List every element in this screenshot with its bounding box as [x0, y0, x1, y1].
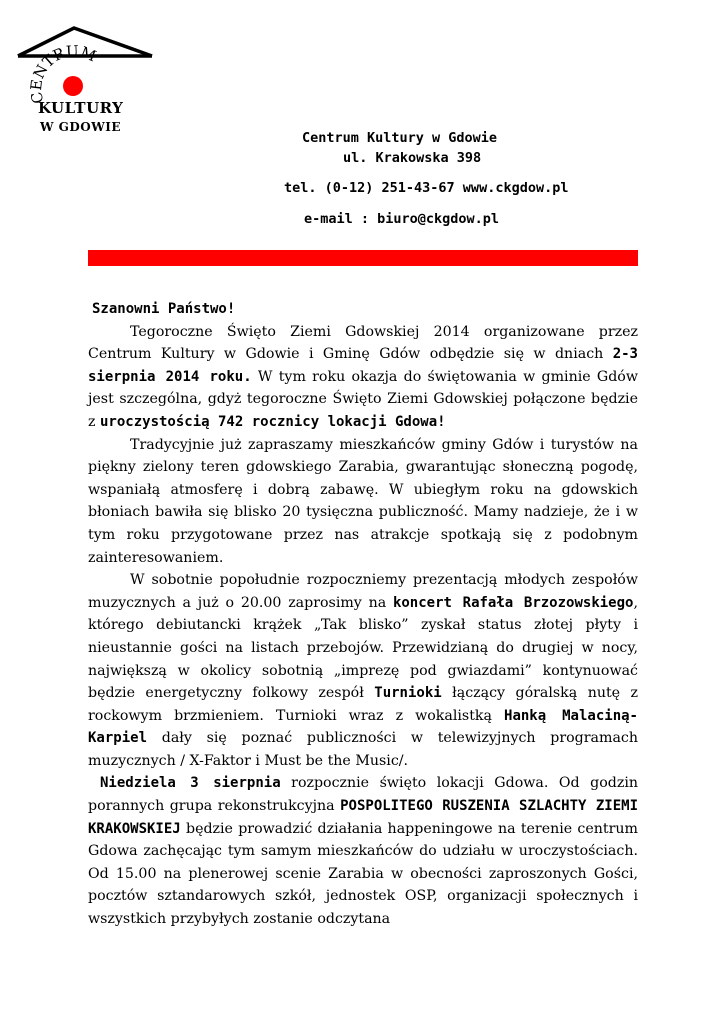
paragraph-1: Tegoroczne Święto Ziemi Gdowskiej 2014 organizowane przez Centrum Kultury w Gdowie i Gminę Gdów odbędzie się w dniach 2-3 sierpnia 2014 roku. W tym roku okazja do świętowania w gminie Gdów jest szczególna, gdyż tegoroczne Święto Ziemi Gdowskiej połączone będzie z uroczystością 742 rocznicy lokacji Gdowa!: [88, 323, 638, 430]
logo-gdowie-text: W GDOWIE: [40, 120, 121, 134]
letter-body: [88, 298, 638, 931]
centrum-kultury-logo: [16, 24, 158, 136]
paragraph-2: Tradycyjnie już zapraszamy mieszkańców gminy Gdów i turystów na piękny zielony teren gdowskiego Zarabia, gwarantując słoneczną pogodę, wspaniałą atmosferę i dobrą zabawę. W ubiegłym roku na gdowskich błoniach bawiła się blisko 20 tysięczna publiczność. Mamy nadzieje, że i w tym roku przygotowane przez nas atrakcje spotkają się z podobnym zainteresowaniem.: [88, 436, 638, 566]
paragraph-4: Niedziela 3 sierpnia rozpocznie święto lokacji Gdowa. Od godzin porannych grupa rekonstrukcyjna POSPOLITEGO RUSZENIA SZLACHTY ZIEMI KRAKOWSKIEJ będzie prowadzić działania happeningowe na terenie centrum Gdowa zachęcając tym samym mieszkańców do udziału w uroczystościach. Od 15.00 na plenerowej scenie Zarabia w obecności zaproszonych Gości, pocztów sztandarowych szkół, jednostek OSP, organizacji społecznych i wszystkich przybyłych zostanie odczytana: [88, 775, 638, 928]
logo-centrum-text: CENTRUM: [26, 42, 99, 106]
org-address: ul. Krakowska 398: [343, 150, 482, 166]
salutation: Szanowni Państwo!: [92, 301, 236, 317]
header-red-bar: [88, 250, 638, 266]
paragraph-3: W sobotnie popołudnie rozpoczniemy prezentacją młodych zespołów muzycznych a już o 20.00 zaprosimy na koncert Rafała Brzozowskiego, którego debiutancki krążek „Tak blisko” zyskał status złotej płyty i nieustannie gości na listach przebojów. Przewidzianą do drugiej w nocy, największą w okolicy sobotnią „imprezę pod gwiazdami” kontynuować będzie energetyczny folkowy zespół Turnioki łączący góralską nutę z rockowym brzmieniem. Turnioki wraz z wokalistką Hanką Malaciną-Karpiel dały się poznać publiczności w telewizyjnych programach muzycznych / X-Faktor i Must be the Music/.: [88, 572, 638, 769]
org-phone-www: tel. (0-12) 251-43-67 www.ckgdow.pl: [284, 180, 569, 196]
org-email: e-mail : biuro@ckgdow.pl: [304, 211, 500, 227]
org-name: Centrum Kultury w Gdowie: [302, 130, 498, 146]
red-dot: [63, 76, 83, 96]
logo-kultury-text: KULTURY: [38, 99, 124, 117]
